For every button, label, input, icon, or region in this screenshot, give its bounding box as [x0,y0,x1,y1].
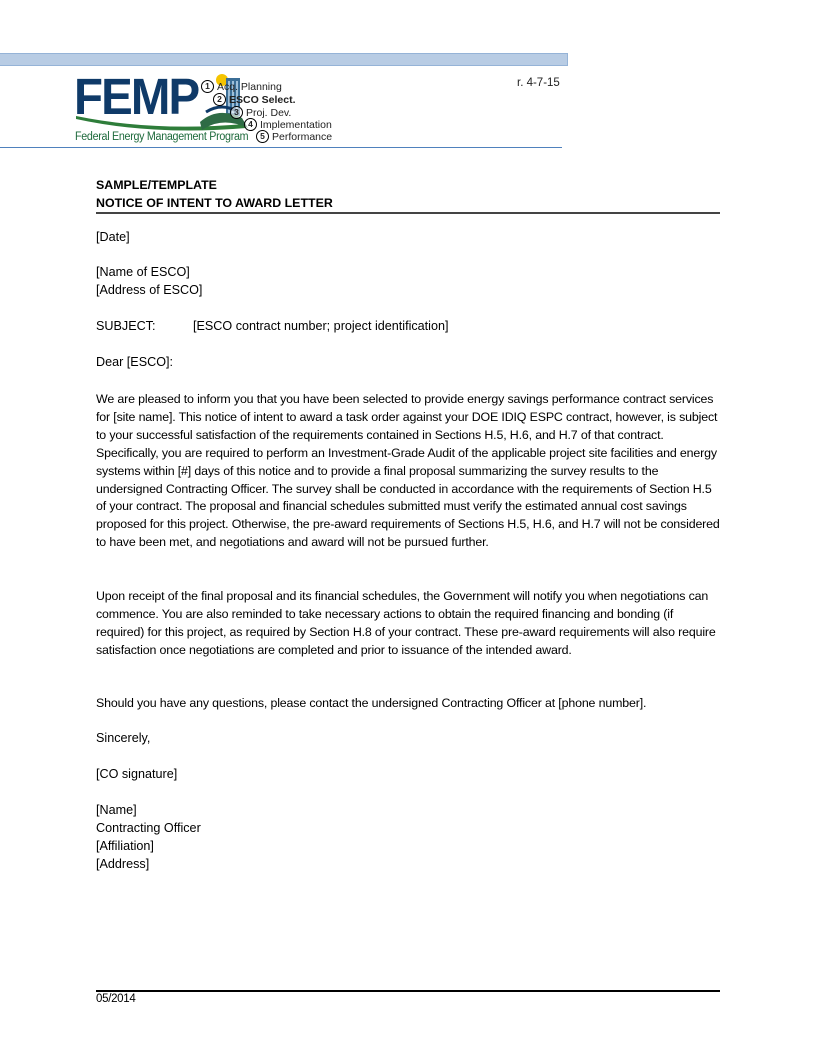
step-label: Performance [272,130,333,143]
step-label: Acq. Planning [217,80,282,93]
step-number-badge: 3 [230,106,243,119]
body-paragraph-3: Should you have any questions, please contact the undersigned Contracting Officer at [phone number]. [96,696,647,710]
footer-date: 05/2014 [96,993,136,1005]
signer-name: [Name] [96,803,137,817]
step-number-badge: 4 [244,118,257,131]
recipient-address: [Address of ESCO] [96,283,203,297]
signer-address: [Address] [96,857,150,871]
footer-divider [96,990,720,992]
title-line-sample-template: SAMPLE/TEMPLATE [96,178,217,192]
recipient-name: [Name of ESCO] [96,265,190,279]
logo-building-sun-icon [192,72,254,132]
salutation: Dear [ESCO]: [96,355,173,369]
step-number-badge: 1 [201,80,214,93]
signer-title: Contracting Officer [96,821,201,835]
subject-label: SUBJECT: [96,319,156,333]
closing: Sincerely, [96,731,151,745]
title-line-notice: NOTICE OF INTENT TO AWARD LETTER [96,195,333,210]
subject-line [96,319,720,333]
step-label: Proj. Dev. [246,106,292,119]
document-title [96,177,720,212]
step-label: Implementation [260,118,332,131]
header-divider [0,147,562,148]
signer-affiliation: [Affiliation] [96,839,154,853]
logo-tagline: Federal Energy Management Program [75,131,249,143]
step-label: ESCO Select. [229,93,296,106]
femp-logo [74,68,274,148]
revision-label: r. 4-7-15 [517,77,560,89]
step-number-badge: 2 [213,93,226,106]
logo-wordmark: FEMP [74,68,199,125]
signature-placeholder: [CO signature] [96,767,178,781]
body-paragraph-2: Upon receipt of the final proposal and its financial schedules, the Government will notify you when negotiations can commence. You are also reminded to take necessary actions to obtain the required financing and bonding (if required) for this project, as required by Section H.8 of your contract. These pre-award requirements will also require satisfaction once negotiations are completed and prior to issuance of the intended award. [96,589,716,657]
title-underline [96,212,720,214]
subject-value: [ESCO contract number; project identification] [193,319,449,333]
step-number-badge: 5 [256,130,269,143]
body-paragraph-1: We are pleased to inform you that you have been selected to provide energy savings performance contract services for [site name]. This notice of intent to award a task order against your DOE IDIQ ESPC contract, however, is subject to your successful satisfaction of the requirements contained in Sections H.5, H.6, and H.7 of that contract. Specifically, you are required to perform an Investment-Grade Audit of the applicable project site facilities and energy systems within [#] days of this notice and to provide a final proposal summarizing the survey results to the undersigned Contracting Officer. The survey shall be conducted in accordance with the requirements of Section H.5 of your contract. The proposal and financial schedules submitted must verify the estimated annual cost savings proposed for this project. Otherwise, the pre-award requirements of Sections H.5, H.6, and H.7 will not be considered to have been met, and negotiations and award will not be pursued further. [96,392,720,550]
letter-date: [Date] [96,230,130,244]
header-top-bar [0,53,568,66]
